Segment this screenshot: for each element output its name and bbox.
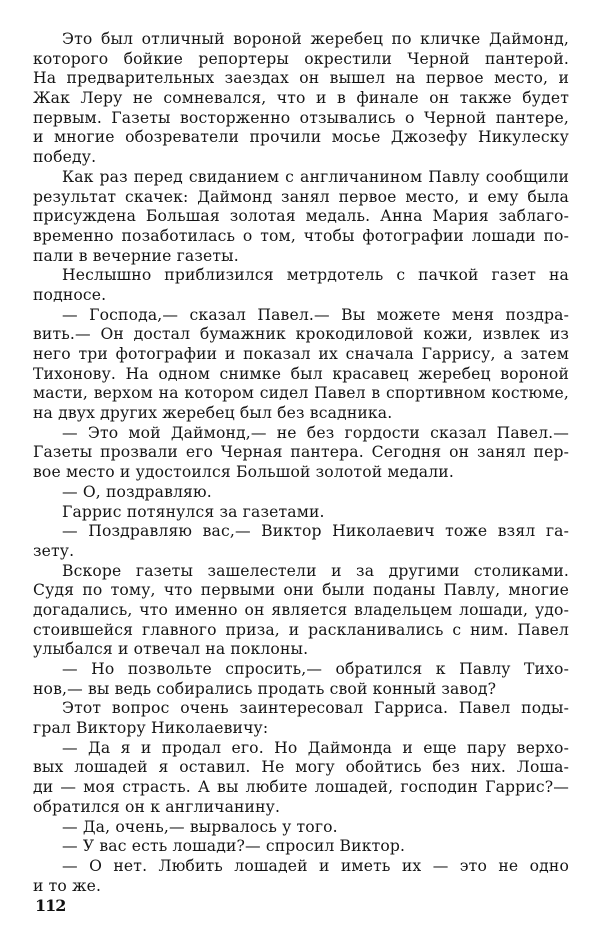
text-line: присуждена Большая золотая медаль. Анна Мария заблаго- bbox=[33, 207, 569, 226]
text-line: Этот вопрос очень заинтересовал Гарриса. Павел поды- bbox=[62, 699, 569, 718]
text-line: вить.— Он достал бумажник крокодиловой кожи, извлек из bbox=[33, 325, 569, 344]
text-line: и многие обозреватели прочили мосье Джозефу Никулеску bbox=[33, 128, 569, 147]
text-line: Это был отличный вороной жеребец по кличке Даймонд, bbox=[62, 30, 569, 48]
text-line: подносе. bbox=[33, 285, 107, 304]
text-line: Как раз перед свиданием с англичанином Павлу сообщили bbox=[62, 167, 569, 186]
book-page-text bbox=[33, 30, 569, 896]
text-line: нов,— вы ведь собирались продать свой конный завод? bbox=[33, 679, 497, 698]
text-line: вое место и удостоился Большой золотой медали. bbox=[33, 463, 454, 482]
text-line: победу. bbox=[33, 148, 97, 167]
text-line: него три фотографии и показал их сначала Гаррису, а затем bbox=[33, 345, 569, 363]
text-line: Неслышно приблизился метрдотель с пачкой газет на bbox=[62, 266, 569, 285]
text-line: на двух других жеребец был без всадника. bbox=[33, 404, 393, 423]
text-line: догадались, что именно он является владельцем лошади, удо- bbox=[33, 600, 569, 619]
text-line: грал Виктору Николаевичу: bbox=[33, 719, 269, 738]
text-line: пали в вечерние газеты. bbox=[33, 246, 239, 265]
page-number: 112 bbox=[35, 896, 66, 915]
text-line: масти, верхом на котором сидел Павел в спортивном костюме, bbox=[33, 384, 569, 403]
text-line: ди — моя страсть. А вы любите лошадей, господин Гаррис?— bbox=[33, 778, 569, 797]
text-line: — Но позвольте спросить,— обратился к Павлу Тихо- bbox=[62, 660, 569, 678]
text-line: обратился он к англичанину. bbox=[33, 797, 281, 816]
text-line: — Да я и продал его. Но Даймонда и еще пару верхо- bbox=[62, 738, 569, 757]
text-line: которого бойкие репортеры окрестили Черной пантерой. bbox=[33, 49, 569, 68]
text-line: — Поздравляю вас,— Виктор Николаевич тоже взял га- bbox=[62, 522, 569, 541]
text-line: Жак Леру не сомневался, что и в финале он также будет bbox=[33, 89, 569, 108]
text-line: улыбался и отвечал на поклоны. bbox=[33, 640, 309, 659]
text-line: Газеты прозвали его Черная пантера. Сегодня он занял пер- bbox=[33, 443, 569, 462]
text-line: Тихонову. На одном снимке был красавец жеребец вороной bbox=[33, 364, 569, 383]
text-line: зету. bbox=[33, 541, 75, 560]
text-line: вых лошадей я оставил. Не могу обойтись без них. Лоша- bbox=[33, 758, 569, 777]
text-line: результат скачек: Даймонд занял первое место, и ему была bbox=[33, 187, 569, 206]
text-line: — Да, очень,— вырвалось у того. bbox=[62, 817, 338, 836]
text-line: первым. Газеты восторженно отзывались о Черной пантере, bbox=[33, 108, 569, 127]
text-line: временно позаботилась о том, чтобы фотографии лошади по- bbox=[33, 226, 569, 245]
text-line: На предварительных заездах он вышел на первое место, и bbox=[33, 69, 569, 88]
text-line: Судя по тому, что первыми они были поданы Павлу, многие bbox=[33, 581, 569, 600]
text-line: — У вас есть лошади?— спросил Виктор. bbox=[62, 837, 406, 856]
text-line: Вскоре газеты зашелестели и за другими столиками. bbox=[62, 561, 569, 580]
text-line: — О, поздравляю. bbox=[62, 482, 212, 501]
text-line: — Это мой Даймонд,— не без гордости сказал Павел.— bbox=[62, 423, 569, 442]
text-line: — О нет. Любить лошадей и иметь их — это не одно bbox=[62, 856, 569, 875]
text-line: и то же. bbox=[33, 876, 102, 895]
text-line: — Господа,— сказал Павел.— Вы можете меня поздра- bbox=[62, 305, 569, 324]
text-line: Гаррис потянулся за газетами. bbox=[62, 502, 325, 521]
text-line: стоившейся главного приза, и раскланивались с ним. Павел bbox=[33, 620, 569, 639]
